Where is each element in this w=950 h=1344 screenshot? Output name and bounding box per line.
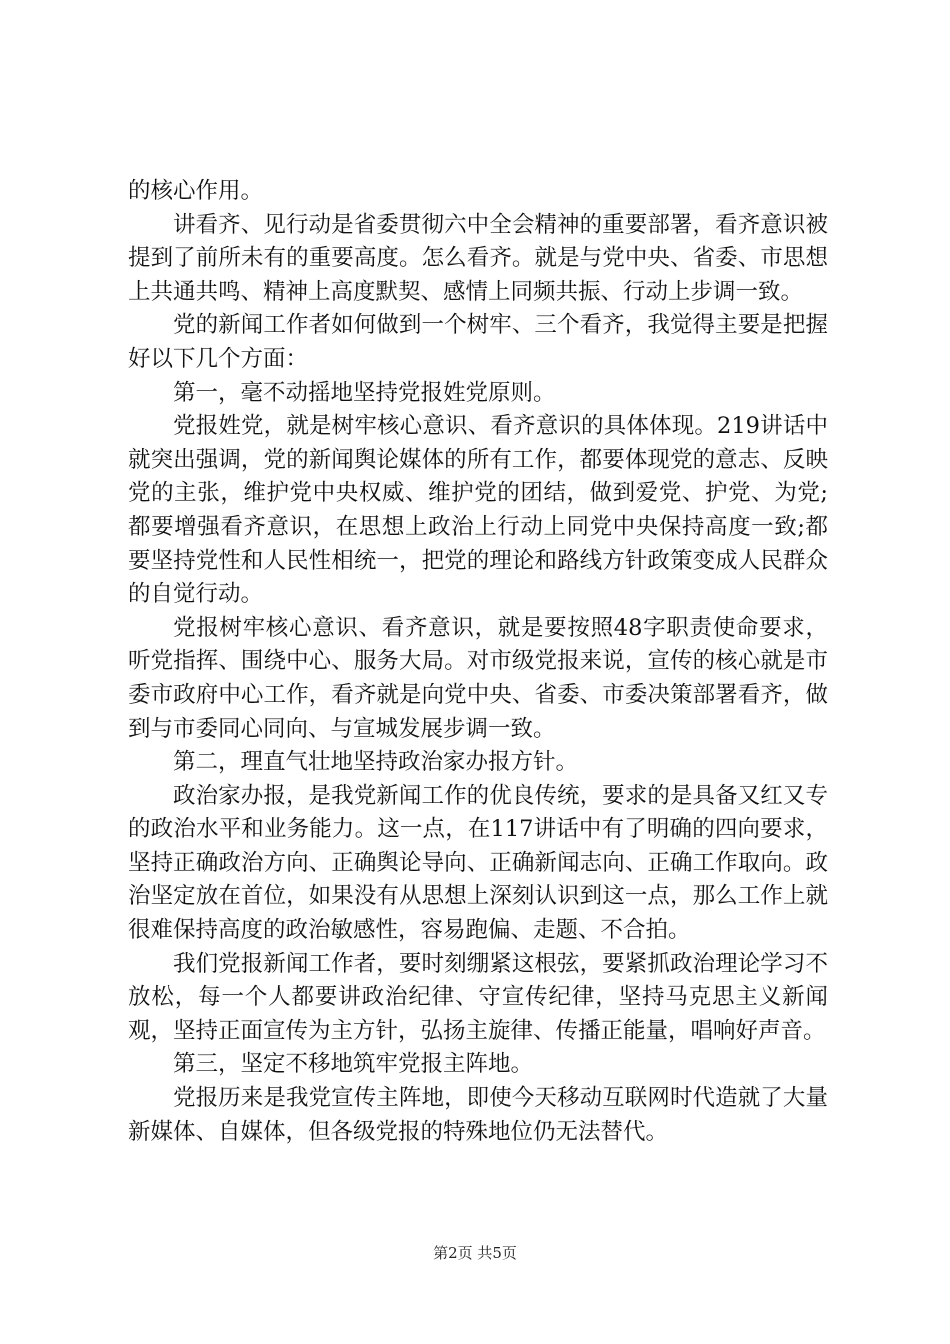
section-heading: 第一，毫不动摇地坚持党报姓党原则。 (173, 379, 556, 406)
paragraph: 党报历来是我党宣传主阵地，即使今天移动互联网时代造就了大量新媒体、自媒体，但各级党报的特殊地位仍无法替代。 (128, 1085, 828, 1145)
section-heading: 第二，理直气壮地坚持政治家办报方针。 (173, 749, 579, 776)
paragraph: 党的新闻工作者如何做到一个树牢、三个看齐，我觉得主要是把握好以下几个方面： (128, 312, 828, 372)
paragraph: 的核心作用。 (128, 178, 264, 204)
page-number-footer: 第2页 共5页 (433, 1244, 517, 1262)
paragraph: 党报树牢核心意识、看齐意识，就是要按照48字职责使命要求，听党指挥、围绕中心、服务大局。对市级党报来说，宣传的核心就是市委市政府中心工作，看齐就是向党中央、省委、市委决策部署看齐，做到与市委同心同向、与宣城发展步调一致。 (128, 614, 828, 742)
paragraph: 讲看齐、见行动是省委贯彻六中全会精神的重要部署，看齐意识被提到了前所未有的重要高度。怎么看齐。就是与党中央、省委、市思想上共通共鸣、精神上高度默契、感情上同频共振、行动上步调一致。 (128, 211, 828, 305)
paragraph: 党报姓党，就是树牢核心意识、看齐意识的具体体现。219讲话中就突出强调，党的新闻舆论媒体的所有工作，都要体现党的意志、反映党的主张，维护党中央权威、维护党的团结，做到爱党、护党、为党;都要增强看齐意识，在思想上政治上行动上同党中央保持高度一致;都要坚持党性和人民性相统一，把党的理论和路线方针政策变成人民群众的自觉行动。 (128, 413, 828, 608)
paragraph: 政治家办报，是我党新闻工作的优良传统，要求的是具备又红又专的政治水平和业务能力。这一点，在117讲话中有了明确的四向要求，坚持正确政治方向、正确舆论导向、正确新闻志向、正确工作取向。政治坚定放在首位，如果没有从思想上深刻认识到这一点，那么工作上就很难保持高度的政治敏感性，容易跑偏、走题、不合拍。 (128, 782, 828, 944)
section-heading: 第三，坚定不移地筑牢党报主阵地。 (173, 1051, 534, 1078)
paragraph: 我们党报新闻工作者，要时刻绷紧这根弦，要紧抓政治理论学习不放松，每一个人都要讲政治纪律、守宣传纪律，坚持马克思主义新闻观，坚持正面宣传为主方针，弘扬主旋律、传播正能量，唱响好声音。 (128, 950, 828, 1044)
document-body (128, 175, 828, 1149)
